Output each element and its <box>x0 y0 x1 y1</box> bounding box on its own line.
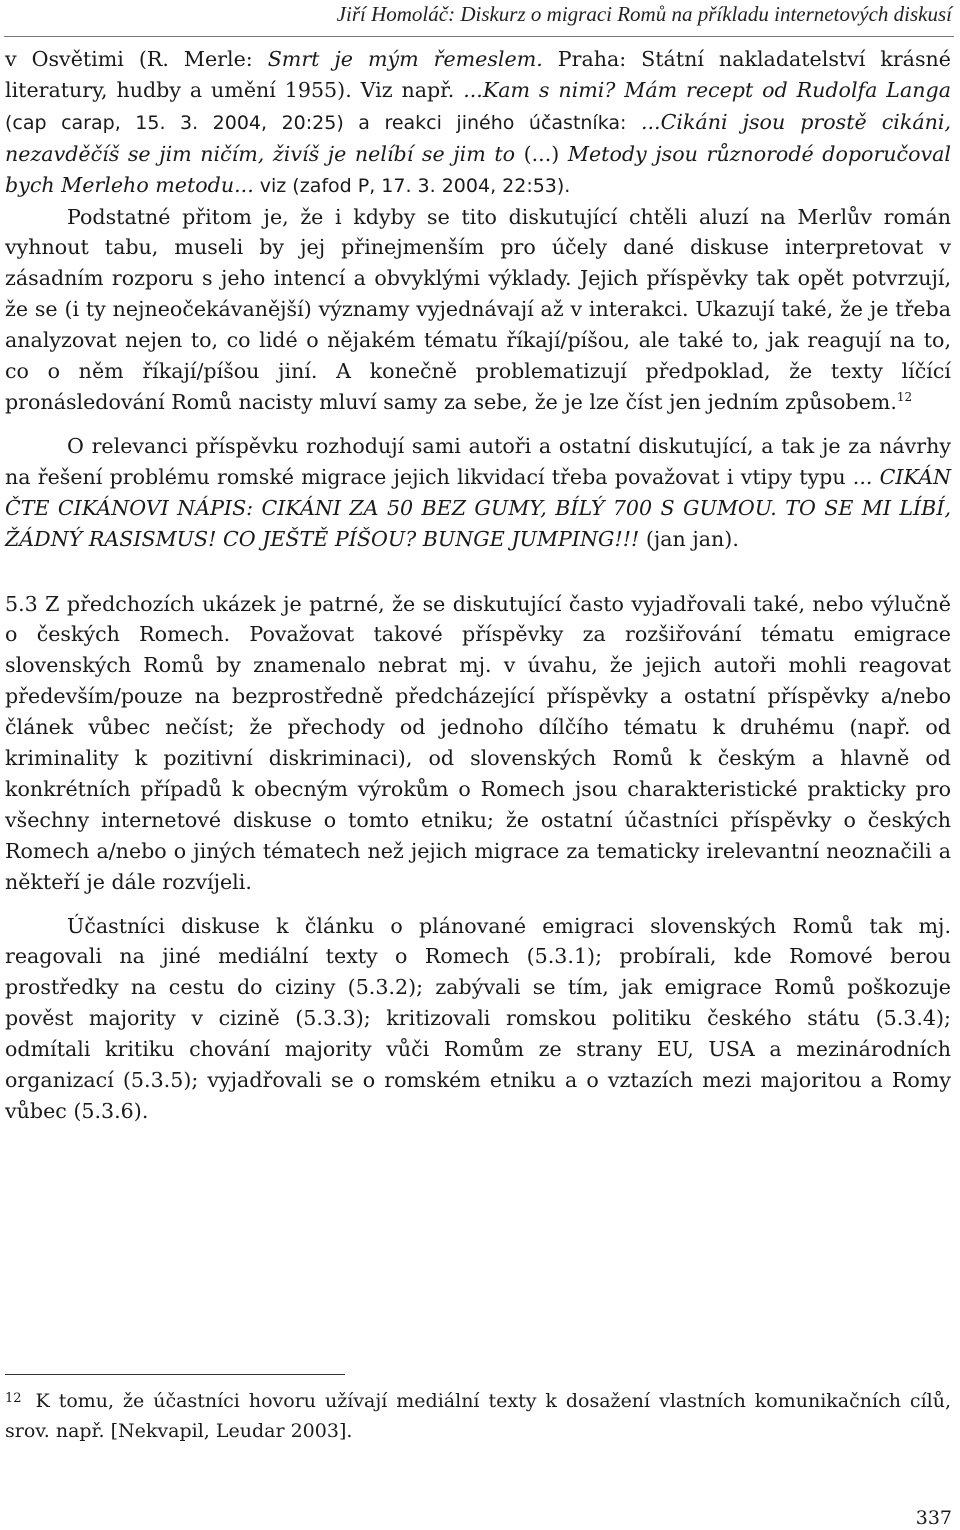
footnote <box>5 1384 951 1446</box>
main-text <box>5 44 951 1127</box>
paragraph-3 <box>5 431 951 555</box>
section-5-3-paragraph: 5.3 Z předchozích ukázek je patrné, že se diskutující často vyjadřovali také, nebo výlučně o českých Romech. Považovat takové příspěvky za rozšiřování tématu emigrace slovenských Romů by znamenalo nebrat mj. v úvahu, že jejich autoři mohli reagovat především/pouze na bezprostředně předcházející příspěvky a ostatní příspěvky a/nebo článek vůbec nečíst; že přechody od jednoho dílčího tématu k druhému (např. od kriminality k pozitivní diskriminaci), od slovenských Romů k českým a hlavně od konkrétních případů k obecným výrokům o Romech jsou charakteristické prakticky pro všechny internetové diskuse o tomto etniku; že ostatní účastníci příspěvky o českých Romech a/nebo o jiných tématech než jejich migrace za tematicky irelevantní neoznačili a někteří je dále rozvíjeli. <box>5 591 951 894</box>
paragraph-2 <box>5 202 951 418</box>
p1-citation-2: viz (zafod P, 17. 3. 2004, 22:53). <box>253 174 571 197</box>
footnote-rule <box>5 1374 345 1375</box>
paragraph-5: Účastníci diskuse k článku o plánované emigraci slovenských Romů tak mj. reagovali na jiné mediální texty o Romech (5.3.1); probírali, kde Romové berou prostředky na cestu do ciziny (5.3.2); zabývali se tím, jak emigrace Romů poškozuje pověst majority v cizině (5.3.3); kritizovali romskou politiku českého státu (5.3.4); odmítali kritiku chování majority vůči Romům ze strany EU, USA a mezinárodních organizací (5.3.5); vyjadřovali se o romském etniku a o vztazích mezi majoritou a Romy vůbec (5.3.6). <box>5 913 951 1123</box>
footnote-number: 12 <box>5 1391 22 1406</box>
p1-ellipsis: (...) <box>515 141 568 166</box>
p1-text-a: v Osvětimi (R. Merle: <box>5 47 268 71</box>
header-rule <box>4 36 954 37</box>
footnote-text: K tomu, že účastníci hovoru užívají mediální texty k dosažení vlastních komunikačních cílů, srov. např. [Nekvapil, Leudar 2003]. <box>5 1390 951 1442</box>
p2-text: Podstatné přitom je, že i kdyby se tito diskutující chtěli aluzí na Merlův román vyhnout tabu, museli by jej přinejmenším pro účely dané diskuse interpretovat v zásadním rozporu s jeho intencí a obvyklými výklady. Jejich příspěvky tak opět potvrzují, že se (i ty nejneočekávanější) významy vyjednávají až v interakci. Ukazují také, že je třeba analyzovat nejen to, co lidé o nějakém tématu říkají/píšou, ale také to, jak reagují na to, co o něm říkají/píšou jiní. A konečně problematizují předpoklad, že texty líčící pronásledování Romů nacisty mluví samy za sebe, že je lze číst jen jedním způsobem. <box>5 204 951 414</box>
footnote-ref[interactable]: 12 <box>896 389 913 404</box>
quote-3: Metody jsou různorodé doporučoval bych Merleho metodu... <box>5 141 951 197</box>
quote-1: ...Kam s nimi? Mám recept od Rudolfa Langa <box>463 77 951 102</box>
running-header: Jiří Homoláč: Diskurz o migraci Romů na příkladu internetových diskusí <box>336 2 952 26</box>
p3-text-a: O relevanci příspěvku rozhodují sami autoři a ostatní diskutující, a tak je za návrhy na řešení problému romské migrace jejich likvidací třeba považovat i vtipy typu <box>5 433 951 489</box>
p1-citation-1: (cap carap, 15. 3. 2004, 20:25) a reakci jiného účastníka: <box>5 111 641 134</box>
quote-joke: ... CIKÁN ČTE CIKÁNOVI NÁPIS: CIKÁNI ZA 50 BEZ GUMY, BÍLÝ 700 S GUMOU. TO SE MI LÍBÍ, ŽÁDNÝ RASISMUS! CO JEŠTĚ PÍŠOU? BUNGE JUMPING!!! <box>5 464 951 551</box>
page-number: 337 <box>915 1507 952 1529</box>
paragraph-1 <box>5 44 951 202</box>
book-title: Smrt je mým řemeslem. <box>267 47 543 71</box>
quote-2: ...Cikáni jsou prostě cikáni, nezavděčíš se jim ničím, živíš je nelíbí se jim to <box>5 109 952 166</box>
p1-text-c: Praha: Státní nakladatelství krásné literatury, hudby a umění 1955). Viz např. <box>5 47 951 102</box>
p3-text-c: (jan jan). <box>639 526 739 551</box>
